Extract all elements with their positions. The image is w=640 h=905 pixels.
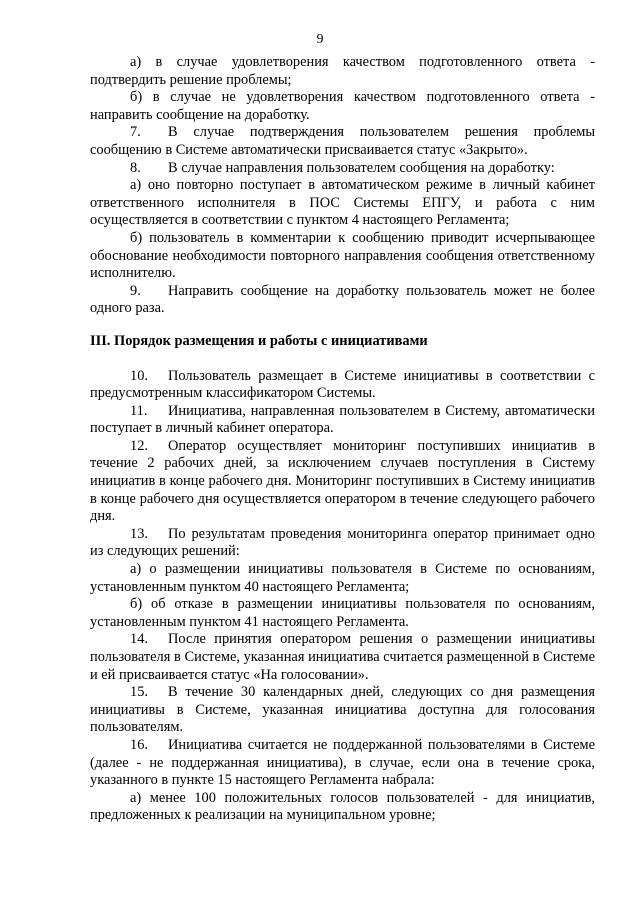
paragraph-text: После принятия оператором решения о размещении инициативы пользователя в Системе, указанная инициатива считается размещенной в Системе и ей присваивается статус «На голосовании». — [90, 631, 595, 683]
paragraph-text: По результатам проведения мониторинга оператор принимает одно из следующих решений: — [90, 525, 595, 560]
paragraph-text: Пользователь размещает в Системе инициативы в соответствии с предусмотренным классификатором Системы. — [90, 367, 595, 402]
numbered-paragraph — [90, 124, 595, 159]
paragraph-number: 9. — [130, 282, 141, 299]
paragraph-text: В случае направления пользователем сообщения на доработку: — [168, 159, 555, 176]
paragraph-number: 7. — [130, 124, 141, 141]
paragraph-text: В случае подтверждения пользователем решения проблемы сообщению в Системе автоматически присваивается статус «Закрыто». — [90, 124, 595, 158]
paragraph-text: В течение 30 календарных дней, следующих со дня размещения инициативы в Системе, указанная инициатива доступна для голосования пользователям. — [90, 684, 595, 736]
paragraph-text: Инициатива считается не поддержанной пользователями в Системе (далее - не поддержанная инициатива), в случае, если она в течение срока, указанного в пункте 15 настоящего Регламента набрала: — [90, 736, 595, 789]
numbered-paragraph — [90, 526, 595, 561]
paragraph-text: Направить сообщение на доработку пользователь может не более одного раза. — [90, 282, 595, 317]
paragraph-text: Инициатива, направленная пользователем в Систему, автоматически поступает в личный кабинет оператора. — [90, 402, 595, 437]
section-heading: III. Порядок размещения и работы с инициативами — [90, 332, 428, 349]
paragraph-number: 15. — [130, 684, 148, 701]
sub-paragraph: а) о размещении инициативы пользователя в Системе по основаниям, установленным пунктом 40 настоящего Регламента; — [90, 561, 595, 595]
page-number: 9 — [316, 32, 324, 47]
paragraph-number: 14. — [130, 631, 148, 648]
paragraph-number: 10. — [130, 367, 148, 384]
paragraph-number: 11. — [130, 402, 148, 419]
numbered-paragraph — [90, 438, 595, 526]
sub-paragraph: а) в случае удовлетворения качеством подготовленного ответа - подтвердить решение проблемы; — [90, 54, 595, 88]
paragraph-text: Оператор осуществляет мониторинг поступивших инициатив в течение 2 рабочих дней, за исключением случаев поступления в Систему инициатив в конце рабочего дня. Мониторинг поступивших в Систему инициатив в конце рабочего дня осуществляется оператором в течение следующего рабочего дня. — [90, 437, 595, 525]
numbered-paragraph — [90, 737, 595, 790]
paragraph-number: 16. — [130, 736, 148, 753]
numbered-paragraph — [90, 631, 595, 684]
numbered-paragraph — [90, 283, 595, 318]
paragraph-number: 8. — [130, 159, 141, 176]
sub-paragraph: а) оно повторно поступает в автоматическом режиме в личный кабинет ответственного исполнителя в ПОС Системы ЕПГУ, и работа с ним осуществляется в соответствии с пунктом 4 настоящего Регламента; — [90, 177, 595, 229]
sub-paragraph: б) пользователь в комментарии к сообщению приводит исчерпывающее обоснование необходимости повторного направления сообщения ответственному исполнителю. — [90, 229, 595, 282]
sub-paragraph: а) менее 100 положительных голосов пользователей - для инициатив, предложенных к реализации на муниципальном уровне; — [90, 789, 595, 824]
sub-paragraph: б) об отказе в размещении инициативы пользователя по основаниям, установленным пунктом 41 настоящего Регламента. — [90, 596, 595, 630]
document-body — [90, 54, 595, 825]
sub-paragraph: б) в случае не удовлетворения качеством подготовленного ответа - направить сообщение на доработку. — [90, 89, 595, 123]
paragraph-number: 12. — [130, 437, 148, 454]
numbered-paragraph — [90, 684, 595, 737]
paragraph-number: 13. — [130, 525, 148, 542]
numbered-paragraph — [90, 160, 595, 178]
numbered-paragraph — [90, 403, 595, 438]
numbered-paragraph — [90, 368, 595, 403]
